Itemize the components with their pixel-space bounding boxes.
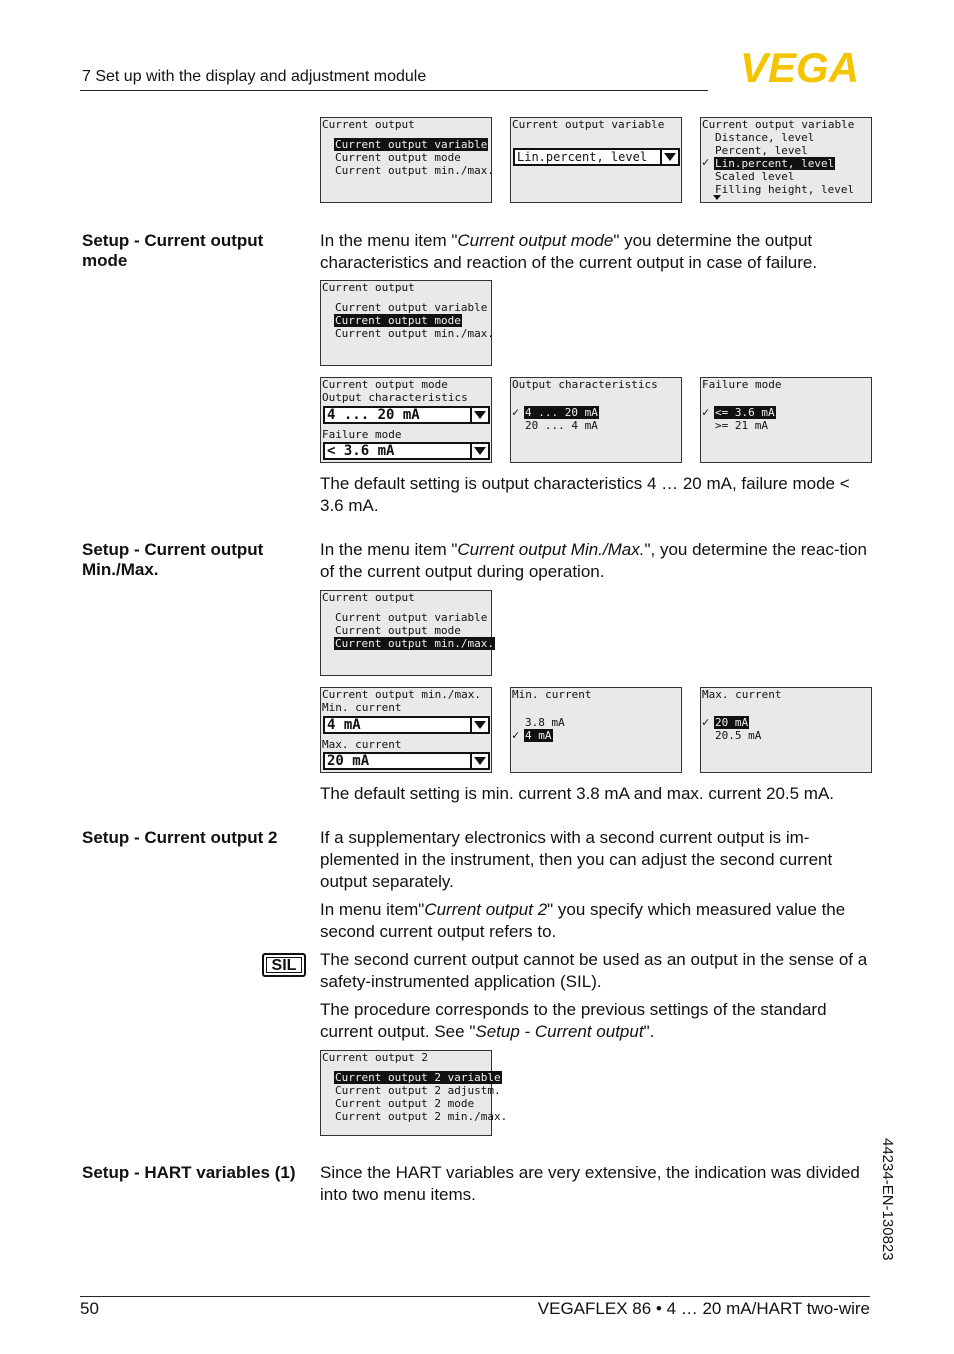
checkmark-icon: ✓ xyxy=(702,715,710,729)
vega-logo xyxy=(740,48,874,88)
chevron-down-icon xyxy=(470,718,488,732)
chevron-down-icon xyxy=(470,408,488,422)
sil-icon: SIL xyxy=(262,953,306,977)
vega-logo-text: VEGA xyxy=(740,48,860,88)
checkmark-icon: ✓ xyxy=(702,405,710,419)
checkmark-icon: ✓ xyxy=(512,728,520,742)
screen-max-current: Max. current ✓ 20 mA 20.5 mA xyxy=(700,687,872,773)
min-current-dropdown[interactable]: 4 mA xyxy=(323,716,490,734)
paragraph: The default setting is min. current 3.8 mA and max. current 20.5 mA. xyxy=(320,784,835,803)
output-characteristics-dropdown[interactable]: 4 ... 20 mA xyxy=(323,406,490,424)
scroll-down-icon xyxy=(713,195,721,200)
document-title: VEGAFLEX 86 • 4 … 20 mA/HART two-wire xyxy=(537,1299,870,1318)
footer-divider xyxy=(80,1296,870,1297)
heading-current-output-2: Setup - Current output 2 xyxy=(82,828,278,847)
chevron-down-icon xyxy=(470,444,488,458)
document-number: 44234-EN-130823 xyxy=(879,1138,896,1261)
screen-current-output-minmax: Current output min./max. Min. current 4 mA Max. current 20 mA xyxy=(320,687,492,773)
screen-current-output-variable: Current output variable Lin.percent, level xyxy=(510,117,682,203)
screen-current-output: Current output Current output variable Current output mode Current output min./max. xyxy=(320,590,492,676)
variable-dropdown[interactable]: Lin.percent, level xyxy=(513,148,680,166)
page-number: 50 xyxy=(80,1299,99,1318)
screen-current-output-2: Current output 2 Current output 2 variable Current output 2 adjustm. Current output 2 mode Current output 2 min./max. xyxy=(320,1050,492,1136)
screen-output-characteristics: Output characteristics ✓ 4 ... 20 mA 20 ... 4 mA xyxy=(510,377,682,463)
screen-min-current: Min. current 3.8 mA ✓ 4 mA xyxy=(510,687,682,773)
paragraph: The procedure corresponds to the previous settings of the standard current output. See "Setup - Current output". xyxy=(320,1000,827,1041)
chapter-title: 7 Set up with the display and adjustment module xyxy=(82,68,427,85)
checkmark-icon: ✓ xyxy=(702,155,710,169)
heading-current-output-mode: Setup - Current output mode xyxy=(82,231,264,270)
screen-current-output-mode: Current output mode Output characteristics 4 ... 20 mA Failure mode < 3.6 mA xyxy=(320,377,492,463)
paragraph: Since the HART variables are very extensive, the indication was divided into two menu items. xyxy=(320,1163,860,1204)
heading-current-output-minmax: Setup - Current output Min./Max. xyxy=(82,540,264,579)
heading-hart-variables: Setup - HART variables (1) xyxy=(82,1163,296,1182)
paragraph: The second current output cannot be used as an output in the sense of a safety-instrumented application (SIL). xyxy=(320,950,868,991)
header-divider xyxy=(80,90,708,91)
chevron-down-icon xyxy=(470,754,488,768)
paragraph: In menu item"Current output 2" you specify which measured value the second current output refers to. xyxy=(320,900,846,941)
screen-current-output: Current output Current output variable Current output mode Current output min./max. xyxy=(320,280,492,366)
screen-failure-mode: Failure mode ✓ <= 3.6 mA >= 21 mA xyxy=(700,377,872,463)
paragraph: In the menu item "Current output mode" you determine the output characteristics and reaction of the current output in case of failure. xyxy=(320,231,818,272)
chevron-down-icon xyxy=(660,150,678,164)
max-current-dropdown[interactable]: 20 mA xyxy=(323,752,490,770)
screen-variable-list: Current output variable Distance, level Percent, level ✓ Lin.percent, level Scaled level Filling height, level xyxy=(700,117,872,203)
screen-current-output: Current output Current output variable Current output mode Current output min./max. xyxy=(320,117,492,203)
checkmark-icon: ✓ xyxy=(512,405,520,419)
paragraph: If a supplementary electronics with a second current output is im-plemented in the instrument, then you can adjust the second current output separately. xyxy=(320,828,833,891)
paragraph: In the menu item "Current output Min./Max.", you determine the reac-tion of the current output during operation. xyxy=(320,540,867,581)
failure-mode-dropdown[interactable]: < 3.6 mA xyxy=(323,442,490,460)
paragraph: The default setting is output characteristics 4 … 20 mA, failure mode < 3.6 mA. xyxy=(320,474,850,515)
